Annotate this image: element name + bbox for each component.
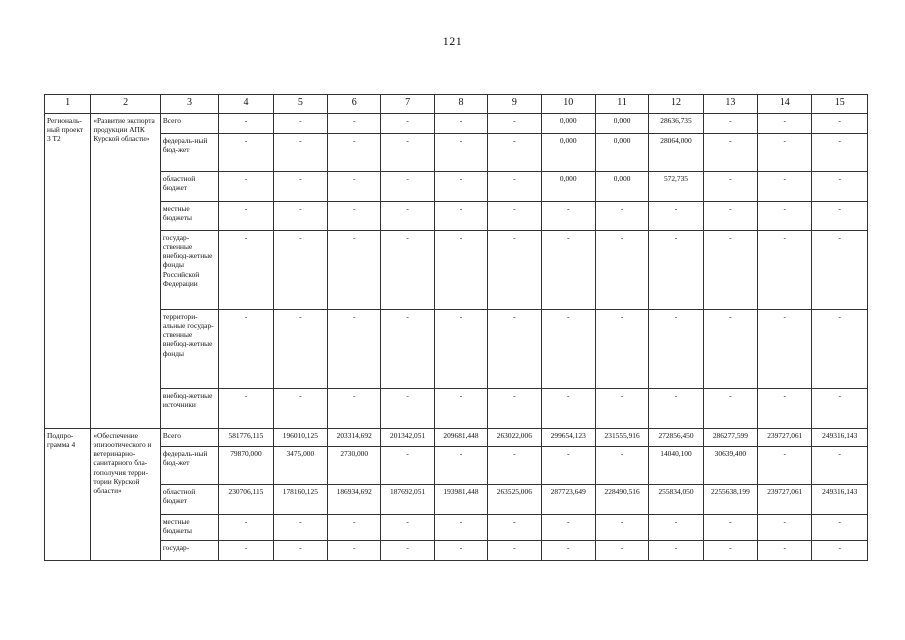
value-cell: - xyxy=(812,540,868,560)
value-cell: - xyxy=(219,201,273,230)
value-cell: - xyxy=(703,201,757,230)
table-row xyxy=(45,540,868,560)
value-cell: - xyxy=(541,230,595,309)
value-cell: 249316,143 xyxy=(812,484,868,514)
column-header: 9 xyxy=(488,95,541,114)
value-cell: - xyxy=(541,309,595,388)
funding-source-cell: государ-ственные внебюд-жетные фонды Российской Федерации xyxy=(160,230,218,309)
value-cell: - xyxy=(541,446,595,484)
value-cell: 255834,050 xyxy=(649,484,703,514)
funding-source-cell: федераль-ный бюд-жет xyxy=(160,446,218,484)
value-cell: - xyxy=(812,309,868,388)
value-cell: 0,000 xyxy=(541,113,595,133)
value-cell: - xyxy=(758,540,812,560)
table-row xyxy=(45,171,868,201)
value-cell: - xyxy=(434,540,487,560)
value-cell: - xyxy=(758,230,812,309)
value-cell: - xyxy=(812,446,868,484)
value-cell: - xyxy=(381,230,434,309)
table-row xyxy=(45,230,868,309)
value-cell: - xyxy=(381,113,434,133)
value-cell: - xyxy=(595,388,648,428)
value-cell: - xyxy=(273,309,327,388)
value-cell: 239727,061 xyxy=(758,428,812,446)
value-cell: - xyxy=(595,309,648,388)
value-cell: 263022,006 xyxy=(488,428,541,446)
value-cell: 178160,125 xyxy=(273,484,327,514)
column-header: 7 xyxy=(381,95,434,114)
value-cell: - xyxy=(328,201,381,230)
value-cell: - xyxy=(703,171,757,201)
value-cell: - xyxy=(381,446,434,484)
value-cell: - xyxy=(703,388,757,428)
value-cell: - xyxy=(649,514,703,540)
funding-source-cell: Всего xyxy=(160,113,218,133)
value-cell: - xyxy=(488,309,541,388)
value-cell: 286277,599 xyxy=(703,428,757,446)
funding-source-cell: областной бюджет xyxy=(160,171,218,201)
program-code-cell: Региональ-ный проект 3 Т2 xyxy=(45,113,91,428)
value-cell: - xyxy=(541,540,595,560)
funding-source-cell: территори-альные государ-ственные внебюд-жетные фонды xyxy=(160,309,218,388)
page-number: 121 xyxy=(442,34,463,48)
table-row xyxy=(45,388,868,428)
column-header: 6 xyxy=(328,95,381,114)
table-row xyxy=(45,201,868,230)
value-cell: 2730,000 xyxy=(328,446,381,484)
value-cell: 14040,100 xyxy=(649,446,703,484)
column-header: 11 xyxy=(595,95,648,114)
value-cell: - xyxy=(703,540,757,560)
value-cell: - xyxy=(381,133,434,171)
value-cell: - xyxy=(328,133,381,171)
funding-source-cell: местные бюджеты xyxy=(160,514,218,540)
value-cell: - xyxy=(219,171,273,201)
value-cell: 228490,516 xyxy=(595,484,648,514)
value-cell: - xyxy=(488,230,541,309)
value-cell: - xyxy=(273,201,327,230)
table-row xyxy=(45,309,868,388)
value-cell: - xyxy=(273,113,327,133)
table-row xyxy=(45,484,868,514)
value-cell: - xyxy=(812,171,868,201)
column-header: 15 xyxy=(812,95,868,114)
value-cell: - xyxy=(488,514,541,540)
value-cell: - xyxy=(758,113,812,133)
value-cell: 201342,051 xyxy=(381,428,434,446)
value-cell: - xyxy=(273,540,327,560)
value-cell: - xyxy=(649,230,703,309)
value-cell: 581776,115 xyxy=(219,428,273,446)
value-cell: - xyxy=(595,201,648,230)
table-row xyxy=(45,113,868,133)
column-header: 3 xyxy=(160,95,218,114)
value-cell: - xyxy=(219,514,273,540)
value-cell: - xyxy=(219,230,273,309)
value-cell: - xyxy=(812,201,868,230)
column-header: 5 xyxy=(273,95,327,114)
value-cell: - xyxy=(381,540,434,560)
value-cell: - xyxy=(595,540,648,560)
value-cell: - xyxy=(812,230,868,309)
value-cell: 79870,000 xyxy=(219,446,273,484)
value-cell: - xyxy=(649,309,703,388)
table-row xyxy=(45,514,868,540)
value-cell: 186934,692 xyxy=(328,484,381,514)
value-cell: - xyxy=(488,133,541,171)
value-cell: 2255638,199 xyxy=(703,484,757,514)
value-cell: 230706,115 xyxy=(219,484,273,514)
value-cell: - xyxy=(649,388,703,428)
value-cell: - xyxy=(328,230,381,309)
value-cell: - xyxy=(758,446,812,484)
value-cell: 196010,125 xyxy=(273,428,327,446)
value-cell: 30639,400 xyxy=(703,446,757,484)
value-cell: - xyxy=(541,201,595,230)
value-cell: - xyxy=(434,230,487,309)
program-name-cell: «Развитие экспорта продукции АПК Курской области» xyxy=(91,113,161,428)
value-cell: 203314,692 xyxy=(328,428,381,446)
value-cell: - xyxy=(381,171,434,201)
column-header: 2 xyxy=(91,95,161,114)
value-cell: 249316,143 xyxy=(812,428,868,446)
value-cell: - xyxy=(758,388,812,428)
value-cell: 572,735 xyxy=(649,171,703,201)
value-cell: - xyxy=(703,230,757,309)
value-cell: - xyxy=(703,113,757,133)
value-cell: 287723,649 xyxy=(541,484,595,514)
value-cell: - xyxy=(381,514,434,540)
value-cell: 3475,000 xyxy=(273,446,327,484)
value-cell: - xyxy=(328,171,381,201)
value-cell: - xyxy=(649,540,703,560)
funding-source-cell: Всего xyxy=(160,428,218,446)
value-cell: - xyxy=(812,388,868,428)
funding-source-cell: внебюд-жетные источники xyxy=(160,388,218,428)
funding-source-cell: государ- xyxy=(160,540,218,560)
funding-source-cell: федераль-ный бюд-жет xyxy=(160,133,218,171)
value-cell: 0,000 xyxy=(595,171,648,201)
value-cell: - xyxy=(434,446,487,484)
value-cell: - xyxy=(488,201,541,230)
value-cell: 0,000 xyxy=(541,133,595,171)
value-cell: - xyxy=(541,388,595,428)
value-cell: - xyxy=(649,201,703,230)
value-cell: - xyxy=(488,171,541,201)
value-cell: 272856,450 xyxy=(649,428,703,446)
value-cell: - xyxy=(328,514,381,540)
value-cell: 239727,061 xyxy=(758,484,812,514)
value-cell: - xyxy=(595,514,648,540)
column-header: 13 xyxy=(703,95,757,114)
value-cell: - xyxy=(703,309,757,388)
value-cell: 263525,006 xyxy=(488,484,541,514)
value-cell: 187692,051 xyxy=(381,484,434,514)
value-cell: - xyxy=(488,446,541,484)
value-cell: - xyxy=(595,446,648,484)
value-cell: - xyxy=(434,388,487,428)
value-cell: - xyxy=(758,309,812,388)
value-cell: - xyxy=(434,171,487,201)
value-cell: 28064,000 xyxy=(649,133,703,171)
value-cell: 0,000 xyxy=(595,113,648,133)
value-cell: - xyxy=(434,133,487,171)
value-cell: - xyxy=(812,113,868,133)
value-cell: - xyxy=(328,540,381,560)
value-cell: - xyxy=(758,514,812,540)
value-cell: - xyxy=(488,540,541,560)
value-cell: - xyxy=(434,514,487,540)
value-cell: - xyxy=(219,309,273,388)
value-cell: - xyxy=(328,113,381,133)
value-cell: - xyxy=(758,133,812,171)
value-cell: - xyxy=(273,388,327,428)
value-cell: - xyxy=(812,514,868,540)
header-row xyxy=(45,95,868,114)
value-cell: - xyxy=(434,113,487,133)
value-cell: - xyxy=(434,201,487,230)
value-cell: 0,000 xyxy=(595,133,648,171)
column-header: 1 xyxy=(45,95,91,114)
value-cell: - xyxy=(488,388,541,428)
value-cell: - xyxy=(219,113,273,133)
value-cell: - xyxy=(273,133,327,171)
value-cell: - xyxy=(328,309,381,388)
program-code-cell: Подпро-грамма 4 xyxy=(45,428,91,560)
value-cell: - xyxy=(488,113,541,133)
value-cell: - xyxy=(381,201,434,230)
value-cell: - xyxy=(758,171,812,201)
value-cell: 231555,916 xyxy=(595,428,648,446)
funding-source-cell: местные бюджеты xyxy=(160,201,218,230)
value-cell: - xyxy=(595,230,648,309)
value-cell: - xyxy=(273,230,327,309)
value-cell: - xyxy=(541,514,595,540)
column-header: 4 xyxy=(219,95,273,114)
value-cell: - xyxy=(273,514,327,540)
value-cell: 299654,123 xyxy=(541,428,595,446)
value-cell: - xyxy=(381,388,434,428)
value-cell: - xyxy=(812,133,868,171)
value-cell: 28636,735 xyxy=(649,113,703,133)
table-row xyxy=(45,133,868,171)
value-cell: - xyxy=(219,540,273,560)
table-row xyxy=(45,428,868,446)
column-header: 8 xyxy=(434,95,487,114)
value-cell: - xyxy=(273,171,327,201)
column-header: 14 xyxy=(758,95,812,114)
value-cell: - xyxy=(434,309,487,388)
value-cell: - xyxy=(219,388,273,428)
value-cell: 193981,448 xyxy=(434,484,487,514)
value-cell: - xyxy=(328,388,381,428)
value-cell: - xyxy=(758,201,812,230)
value-cell: 0,000 xyxy=(541,171,595,201)
value-cell: 209681,448 xyxy=(434,428,487,446)
value-cell: - xyxy=(219,133,273,171)
table-row xyxy=(45,446,868,484)
budget-table xyxy=(44,94,868,561)
value-cell: - xyxy=(703,514,757,540)
value-cell: - xyxy=(703,133,757,171)
column-header: 10 xyxy=(541,95,595,114)
value-cell: - xyxy=(381,309,434,388)
funding-source-cell: областной бюджет xyxy=(160,484,218,514)
column-header: 12 xyxy=(649,95,703,114)
program-name-cell: «Обеспечение эпизоотического и ветеринарно-санитарного бла-гополучия терри-тории Курской области» xyxy=(91,428,161,560)
